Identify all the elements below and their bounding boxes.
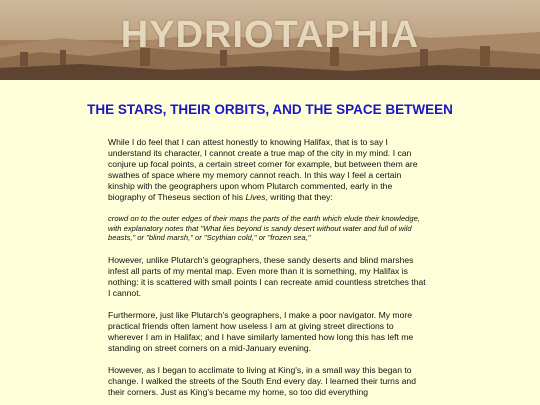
site-title[interactable]: HYDRIOTAPHIA <box>120 14 420 56</box>
paragraph-text: While I do feel that I can attest honestly to knowing Halifax, that is to say I understand its character, I cannot create a true map of the city in my mind. I can conjure up focal points, a certain street corner for example, but between them are swathes of space where my memory cannot reach. In this way I feel a certain kinship with the geographers upon whom Plutarch commented, early in the biography of Theseus section of his <box>108 137 418 202</box>
header-banner <box>0 0 540 80</box>
paragraph: However, as I began to acclimate to living at King's, in a small way this began to change. I walked the streets of the South End every day. I learned their turns and their corners. Just as King's became my home, so too did everything <box>108 364 416 397</box>
post-body <box>108 137 430 398</box>
block-quote: crowd on to the outer edges of their maps the parts of the earth which elude their knowledge, with explanatory notes that "What lies beyond is sandy desert without water and full of wild beasts," or "blind marsh," or "Scythian cold," or "frozen sea," <box>108 214 420 242</box>
paragraph <box>108 137 430 203</box>
italic-title: Lives <box>245 192 266 202</box>
paragraph-text: , writing that they: <box>265 192 333 202</box>
post-title: THE STARS, THEIR ORBITS, AND THE SPACE BETWEEN <box>87 102 453 117</box>
paragraph: However, unlike Plutarch's geographers, these sandy deserts and blind marshes infest all parts of my mental map. Even more than it is something, my Halifax is nothing: it is scattered with small points I can recreate amid countless stretches that I cannot. <box>108 254 426 298</box>
paragraph: Furthermore, just like Plutarch's geographers, I make a poor navigator. My more practical friends often lament how useless I am at giving street directions to wherever I am in Halifax; and I have similarly lamented how long this has left me standing on street corners on a mid-January evening. <box>108 309 414 353</box>
